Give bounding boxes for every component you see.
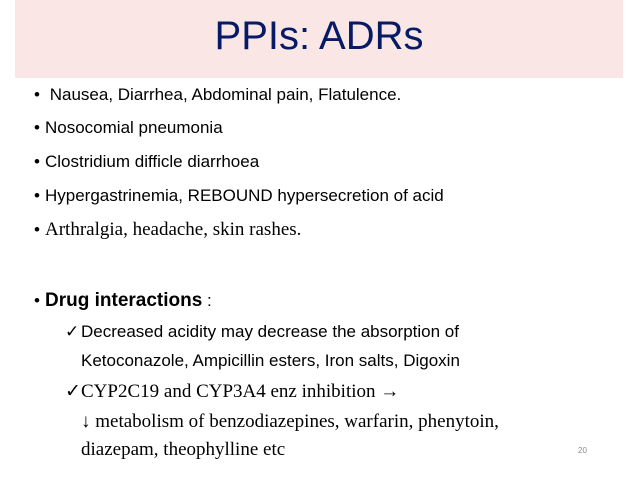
interaction-text-continued: Ketoconazole, Ampicillin esters, Iron salts, Digoxin bbox=[81, 351, 460, 370]
bullet-item bbox=[34, 185, 444, 207]
bullet-text: Nausea, Diarrhea, Abdominal pain, Flatulence. bbox=[49, 85, 402, 104]
slide-title: PPIs: ADRs bbox=[214, 14, 424, 58]
interaction-text: CYP2C19 and CYP3A4 enz inhibition → bbox=[81, 381, 400, 402]
bullet-symbol: • bbox=[34, 220, 40, 239]
bullet-item bbox=[34, 151, 259, 173]
checkmark-icon: ✓ bbox=[65, 381, 81, 402]
checkmark-icon: ✓ bbox=[65, 322, 80, 341]
interaction-item bbox=[65, 381, 399, 403]
drug-interactions-suffix: : bbox=[202, 291, 212, 310]
page-number: 20 bbox=[578, 446, 587, 455]
drug-interactions-heading bbox=[34, 290, 212, 312]
bullet-item bbox=[34, 219, 301, 241]
bullet-symbol: • bbox=[34, 291, 40, 310]
interaction-text: metabolism of benzodiazepines, warfarin, phenytoin, bbox=[90, 411, 499, 432]
bullet-item bbox=[34, 84, 401, 106]
bullet-symbol: • bbox=[34, 186, 40, 205]
bullet-text: Nosocomial pneumonia bbox=[45, 118, 223, 137]
bullet-symbol: • bbox=[34, 152, 40, 171]
down-arrow-icon: ↓ bbox=[81, 411, 91, 432]
bullet-item bbox=[34, 117, 223, 139]
title-bar bbox=[15, 0, 623, 78]
bullet-text: Clostridium difficle diarrhoea bbox=[45, 152, 260, 171]
interaction-text-continued bbox=[81, 411, 499, 433]
bullet-symbol: • bbox=[34, 85, 40, 104]
bullet-text: Hypergastrinemia, REBOUND hypersecretion of acid bbox=[45, 186, 444, 205]
bullet-text: Arthralgia, headache, skin rashes. bbox=[45, 219, 302, 240]
drug-interactions-label: Drug interactions bbox=[45, 290, 203, 311]
interaction-text: Decreased acidity may decrease the absorption of bbox=[81, 322, 459, 341]
bullet-symbol: • bbox=[34, 118, 40, 137]
interaction-text-continued: diazepam, theophylline etc bbox=[81, 439, 286, 460]
interaction-item bbox=[65, 321, 459, 343]
